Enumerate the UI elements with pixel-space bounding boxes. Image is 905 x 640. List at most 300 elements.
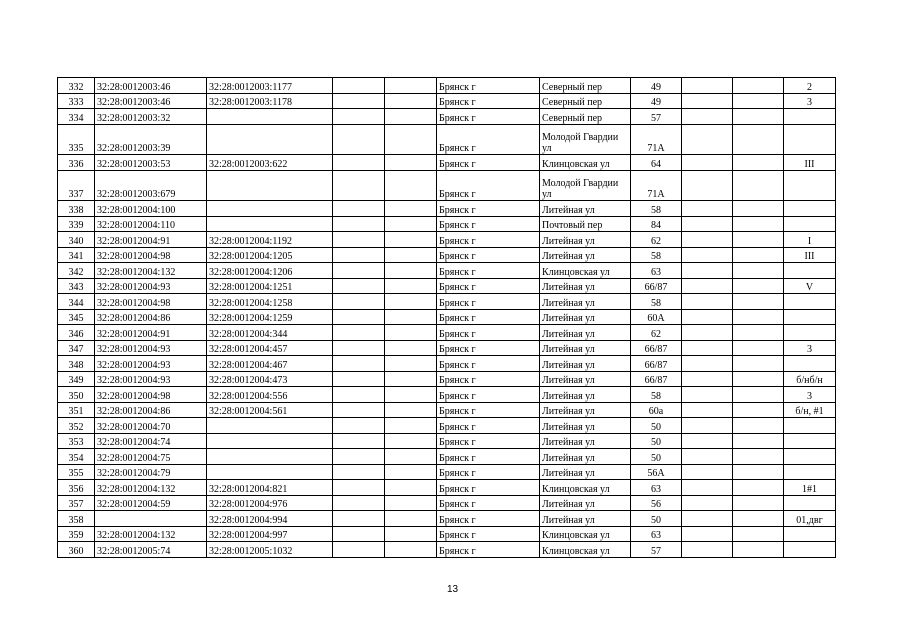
cadastral-object-cell: 32:28:0012004:1259 (207, 309, 333, 325)
table-row (58, 109, 836, 125)
cadastral-object-cell (207, 216, 333, 232)
empty-cell (333, 78, 385, 94)
house-number-cell: 56 (631, 495, 682, 511)
street-cell: Литейная ул (540, 356, 631, 372)
row-number-cell: 337 (58, 170, 95, 201)
street-cell: Северный пер (540, 109, 631, 125)
empty-cell (733, 278, 784, 294)
house-number-cell: 60А (631, 309, 682, 325)
premises-cell (784, 464, 836, 480)
empty-cell (682, 247, 733, 263)
house-number-cell: 71А (631, 170, 682, 201)
house-number-cell: 58 (631, 387, 682, 403)
empty-cell (733, 294, 784, 310)
city-cell: Брянск г (437, 387, 540, 403)
empty-cell (733, 402, 784, 418)
street-cell: Клинцовская ул (540, 155, 631, 171)
city-cell: Брянск г (437, 511, 540, 527)
city-cell: Брянск г (437, 309, 540, 325)
table-row (58, 78, 836, 94)
row-number-cell: 355 (58, 464, 95, 480)
row-number-cell: 347 (58, 340, 95, 356)
street-cell: Литейная ул (540, 495, 631, 511)
empty-cell (682, 418, 733, 434)
empty-cell (733, 418, 784, 434)
row-number-cell: 334 (58, 109, 95, 125)
city-cell: Брянск г (437, 542, 540, 558)
street-cell: Литейная ул (540, 387, 631, 403)
row-number-cell: 335 (58, 124, 95, 155)
empty-cell (682, 294, 733, 310)
premises-cell (784, 356, 836, 372)
empty-cell (385, 511, 437, 527)
house-number-cell: 60а (631, 402, 682, 418)
row-number-cell: 339 (58, 216, 95, 232)
empty-cell (733, 356, 784, 372)
empty-cell (682, 402, 733, 418)
street-cell: Литейная ул (540, 232, 631, 248)
empty-cell (682, 109, 733, 125)
row-number-cell: 343 (58, 278, 95, 294)
row-number-cell: 342 (58, 263, 95, 279)
street-cell: Почтовый пер (540, 216, 631, 232)
cadastral-block-cell: 32:28:0012004:93 (95, 356, 207, 372)
table-row (58, 542, 836, 558)
empty-cell (333, 433, 385, 449)
cadastral-block-cell: 32:28:0012004:132 (95, 263, 207, 279)
cadastral-block-cell: 32:28:0012004:100 (95, 201, 207, 217)
empty-cell (682, 526, 733, 542)
table-row (58, 124, 836, 155)
cadastral-block-cell: 32:28:0012003:46 (95, 78, 207, 94)
city-cell: Брянск г (437, 278, 540, 294)
empty-cell (682, 464, 733, 480)
premises-cell (784, 294, 836, 310)
table-row (58, 387, 836, 403)
premises-cell (784, 495, 836, 511)
house-number-cell: 58 (631, 294, 682, 310)
row-number-cell: 359 (58, 526, 95, 542)
empty-cell (682, 325, 733, 341)
empty-cell (682, 449, 733, 465)
cadastral-object-cell: 32:28:0012004:1258 (207, 294, 333, 310)
city-cell: Брянск г (437, 418, 540, 434)
table-row (58, 232, 836, 248)
empty-cell (333, 263, 385, 279)
empty-cell (682, 201, 733, 217)
empty-cell (385, 356, 437, 372)
cadastral-object-cell: 32:28:0012004:473 (207, 371, 333, 387)
cadastral-object-cell: 32:28:0012004:556 (207, 387, 333, 403)
city-cell: Брянск г (437, 109, 540, 125)
city-cell: Брянск г (437, 371, 540, 387)
empty-cell (333, 511, 385, 527)
house-number-cell: 63 (631, 526, 682, 542)
house-number-cell: 66/87 (631, 371, 682, 387)
table-row (58, 418, 836, 434)
row-number-cell: 352 (58, 418, 95, 434)
premises-cell (784, 309, 836, 325)
cadastral-block-cell: 32:28:0012004:91 (95, 325, 207, 341)
street-cell: Литейная ул (540, 418, 631, 434)
empty-cell (333, 542, 385, 558)
premises-cell (784, 433, 836, 449)
cadastral-object-cell: 32:28:0012004:467 (207, 356, 333, 372)
empty-cell (733, 387, 784, 403)
house-number-cell: 50 (631, 433, 682, 449)
empty-cell (333, 309, 385, 325)
cadastral-block-cell: 32:28:0012004:98 (95, 247, 207, 263)
street-cell: Молодой Гвардии ул (540, 170, 631, 201)
empty-cell (682, 93, 733, 109)
cadastral-block-cell: 32:28:0012004:132 (95, 526, 207, 542)
cadastral-object-cell: 32:28:0012003:622 (207, 155, 333, 171)
empty-cell (333, 449, 385, 465)
cadastral-object-cell (207, 170, 333, 201)
street-cell: Клинцовская ул (540, 480, 631, 496)
cadastral-block-cell: 32:28:0012003:46 (95, 93, 207, 109)
premises-cell (784, 263, 836, 279)
house-number-cell: 49 (631, 93, 682, 109)
cadastral-block-cell: 32:28:0012004:98 (95, 387, 207, 403)
premises-cell: б/н, #1 (784, 402, 836, 418)
empty-cell (682, 340, 733, 356)
cadastral-object-cell: 32:28:0012004:1251 (207, 278, 333, 294)
table-row (58, 464, 836, 480)
house-number-cell: 66/87 (631, 356, 682, 372)
empty-cell (733, 480, 784, 496)
empty-cell (733, 232, 784, 248)
empty-cell (733, 526, 784, 542)
empty-cell (682, 124, 733, 155)
empty-cell (682, 356, 733, 372)
empty-cell (333, 325, 385, 341)
cadastral-block-cell: 32:28:0012003:679 (95, 170, 207, 201)
empty-cell (385, 109, 437, 125)
empty-cell (733, 542, 784, 558)
empty-cell (333, 418, 385, 434)
city-cell: Брянск г (437, 449, 540, 465)
street-cell: Литейная ул (540, 340, 631, 356)
street-cell: Литейная ул (540, 309, 631, 325)
table-row (58, 278, 836, 294)
empty-cell (733, 124, 784, 155)
cadastral-object-cell: 32:28:0012004:1192 (207, 232, 333, 248)
empty-cell (385, 124, 437, 155)
premises-cell: 01,двг (784, 511, 836, 527)
table-row (58, 511, 836, 527)
empty-cell (333, 170, 385, 201)
premises-cell (784, 526, 836, 542)
empty-cell (733, 464, 784, 480)
cadastral-block-cell: 32:28:0012004:86 (95, 309, 207, 325)
premises-cell (784, 201, 836, 217)
premises-cell: III (784, 155, 836, 171)
empty-cell (682, 170, 733, 201)
empty-cell (682, 542, 733, 558)
table-row (58, 309, 836, 325)
table-row (58, 170, 836, 201)
row-number-cell: 351 (58, 402, 95, 418)
empty-cell (333, 294, 385, 310)
premises-cell (784, 109, 836, 125)
empty-cell (333, 124, 385, 155)
empty-cell (682, 480, 733, 496)
cadastral-object-cell: 32:28:0012004:821 (207, 480, 333, 496)
empty-cell (733, 247, 784, 263)
empty-cell (385, 495, 437, 511)
city-cell: Брянск г (437, 78, 540, 94)
empty-cell (682, 232, 733, 248)
empty-cell (385, 418, 437, 434)
row-number-cell: 357 (58, 495, 95, 511)
street-cell: Литейная ул (540, 464, 631, 480)
empty-cell (385, 232, 437, 248)
cadastral-object-cell: 32:28:0012004:976 (207, 495, 333, 511)
empty-cell (682, 511, 733, 527)
city-cell: Брянск г (437, 232, 540, 248)
empty-cell (385, 542, 437, 558)
street-cell: Литейная ул (540, 402, 631, 418)
street-cell: Литейная ул (540, 201, 631, 217)
empty-cell (333, 402, 385, 418)
empty-cell (385, 78, 437, 94)
premises-cell (784, 124, 836, 155)
empty-cell (682, 216, 733, 232)
empty-cell (333, 356, 385, 372)
premises-cell: б/нб/н (784, 371, 836, 387)
house-number-cell: 49 (631, 78, 682, 94)
empty-cell (385, 480, 437, 496)
row-number-cell: 333 (58, 93, 95, 109)
row-number-cell: 360 (58, 542, 95, 558)
empty-cell (333, 526, 385, 542)
city-cell: Брянск г (437, 526, 540, 542)
premises-cell (784, 216, 836, 232)
empty-cell (733, 309, 784, 325)
empty-cell (385, 325, 437, 341)
house-number-cell: 57 (631, 109, 682, 125)
city-cell: Брянск г (437, 170, 540, 201)
empty-cell (333, 109, 385, 125)
empty-cell (333, 155, 385, 171)
cadastral-object-cell: 32:28:0012004:994 (207, 511, 333, 527)
empty-cell (385, 402, 437, 418)
empty-cell (385, 278, 437, 294)
premises-cell: I (784, 232, 836, 248)
city-cell: Брянск г (437, 325, 540, 341)
house-number-cell: 50 (631, 418, 682, 434)
row-number-cell: 356 (58, 480, 95, 496)
empty-cell (682, 263, 733, 279)
empty-cell (385, 464, 437, 480)
empty-cell (333, 387, 385, 403)
empty-cell (333, 216, 385, 232)
table-row (58, 247, 836, 263)
empty-cell (682, 387, 733, 403)
street-cell: Литейная ул (540, 247, 631, 263)
empty-cell (733, 263, 784, 279)
empty-cell (333, 464, 385, 480)
empty-cell (385, 201, 437, 217)
cadastral-block-cell: 32:28:0012004:93 (95, 278, 207, 294)
table-row (58, 449, 836, 465)
house-number-cell: 71А (631, 124, 682, 155)
row-number-cell: 350 (58, 387, 95, 403)
table-row (58, 325, 836, 341)
empty-cell (333, 93, 385, 109)
empty-cell (733, 449, 784, 465)
city-cell: Брянск г (437, 340, 540, 356)
city-cell: Брянск г (437, 402, 540, 418)
empty-cell (385, 387, 437, 403)
cadastral-object-cell: 32:28:0012004:997 (207, 526, 333, 542)
table-row (58, 263, 836, 279)
cadastral-block-cell: 32:28:0012004:74 (95, 433, 207, 449)
table-row (58, 93, 836, 109)
street-cell: Литейная ул (540, 278, 631, 294)
premises-cell (784, 449, 836, 465)
empty-cell (733, 371, 784, 387)
empty-cell (385, 340, 437, 356)
empty-cell (682, 433, 733, 449)
empty-cell (385, 263, 437, 279)
empty-cell (385, 93, 437, 109)
cadastral-object-cell: 32:28:0012004:561 (207, 402, 333, 418)
premises-cell: III (784, 247, 836, 263)
empty-cell (733, 170, 784, 201)
empty-cell (385, 294, 437, 310)
cadastral-block-cell: 32:28:0012004:79 (95, 464, 207, 480)
cadastral-object-cell: 32:28:0012003:1178 (207, 93, 333, 109)
empty-cell (333, 340, 385, 356)
house-number-cell: 50 (631, 449, 682, 465)
table-row (58, 495, 836, 511)
house-number-cell: 66/87 (631, 278, 682, 294)
house-number-cell: 62 (631, 325, 682, 341)
house-number-cell: 50 (631, 511, 682, 527)
street-cell: Северный пер (540, 93, 631, 109)
street-cell: Клинцовская ул (540, 263, 631, 279)
empty-cell (682, 309, 733, 325)
table-row (58, 402, 836, 418)
premises-cell: 3 (784, 93, 836, 109)
house-number-cell: 58 (631, 247, 682, 263)
house-number-cell: 56А (631, 464, 682, 480)
cadastral-object-cell (207, 201, 333, 217)
empty-cell (385, 371, 437, 387)
house-number-cell: 84 (631, 216, 682, 232)
row-number-cell: 349 (58, 371, 95, 387)
cadastral-object-cell (207, 464, 333, 480)
cadastral-block-cell: 32:28:0012004:110 (95, 216, 207, 232)
empty-cell (333, 201, 385, 217)
street-cell: Северный пер (540, 78, 631, 94)
row-number-cell: 353 (58, 433, 95, 449)
empty-cell (733, 325, 784, 341)
empty-cell (333, 371, 385, 387)
premises-cell: V (784, 278, 836, 294)
street-cell: Литейная ул (540, 449, 631, 465)
house-number-cell: 63 (631, 480, 682, 496)
empty-cell (385, 247, 437, 263)
empty-cell (733, 78, 784, 94)
street-cell: Молодой Гвардии ул (540, 124, 631, 155)
row-number-cell: 341 (58, 247, 95, 263)
house-number-cell: 57 (631, 542, 682, 558)
empty-cell (682, 371, 733, 387)
cadastral-object-cell (207, 109, 333, 125)
cadastral-block-cell: 32:28:0012004:98 (95, 294, 207, 310)
city-cell: Брянск г (437, 433, 540, 449)
premises-cell (784, 418, 836, 434)
table-row (58, 433, 836, 449)
cadastral-object-cell: 32:28:0012003:1177 (207, 78, 333, 94)
empty-cell (682, 155, 733, 171)
row-number-cell: 332 (58, 78, 95, 94)
house-number-cell: 64 (631, 155, 682, 171)
empty-cell (385, 170, 437, 201)
premises-cell (784, 542, 836, 558)
cadastral-block-cell: 32:28:0012004:75 (95, 449, 207, 465)
premises-cell (784, 325, 836, 341)
table-body (58, 78, 836, 558)
house-number-cell: 62 (631, 232, 682, 248)
street-cell: Литейная ул (540, 294, 631, 310)
empty-cell (733, 216, 784, 232)
empty-cell (385, 309, 437, 325)
empty-cell (682, 278, 733, 294)
empty-cell (733, 433, 784, 449)
cadastral-block-cell (95, 511, 207, 527)
empty-cell (733, 109, 784, 125)
street-cell: Клинцовская ул (540, 542, 631, 558)
premises-cell: 3 (784, 340, 836, 356)
cadastral-object-cell: 32:28:0012005:1032 (207, 542, 333, 558)
row-number-cell: 336 (58, 155, 95, 171)
cadastral-object-cell: 32:28:0012004:344 (207, 325, 333, 341)
page-number: 13 (446, 584, 459, 595)
street-cell: Литейная ул (540, 325, 631, 341)
city-cell: Брянск г (437, 155, 540, 171)
cadastral-object-cell (207, 433, 333, 449)
table-row (58, 526, 836, 542)
city-cell: Брянск г (437, 356, 540, 372)
empty-cell (733, 511, 784, 527)
empty-cell (385, 155, 437, 171)
empty-cell (733, 340, 784, 356)
cadastral-block-cell: 32:28:0012005:74 (95, 542, 207, 558)
row-number-cell: 344 (58, 294, 95, 310)
cadastral-block-cell: 32:28:0012004:59 (95, 495, 207, 511)
city-cell: Брянск г (437, 93, 540, 109)
cadastral-object-cell (207, 124, 333, 155)
table-row (58, 340, 836, 356)
table-row (58, 480, 836, 496)
table-row (58, 294, 836, 310)
cadastral-block-cell: 32:28:0012004:70 (95, 418, 207, 434)
city-cell: Брянск г (437, 480, 540, 496)
city-cell: Брянск г (437, 247, 540, 263)
premises-cell: 3 (784, 387, 836, 403)
city-cell: Брянск г (437, 263, 540, 279)
table-row (58, 356, 836, 372)
street-cell: Литейная ул (540, 511, 631, 527)
house-number-cell: 63 (631, 263, 682, 279)
row-number-cell: 354 (58, 449, 95, 465)
table-row (58, 155, 836, 171)
address-register-table (57, 77, 836, 558)
